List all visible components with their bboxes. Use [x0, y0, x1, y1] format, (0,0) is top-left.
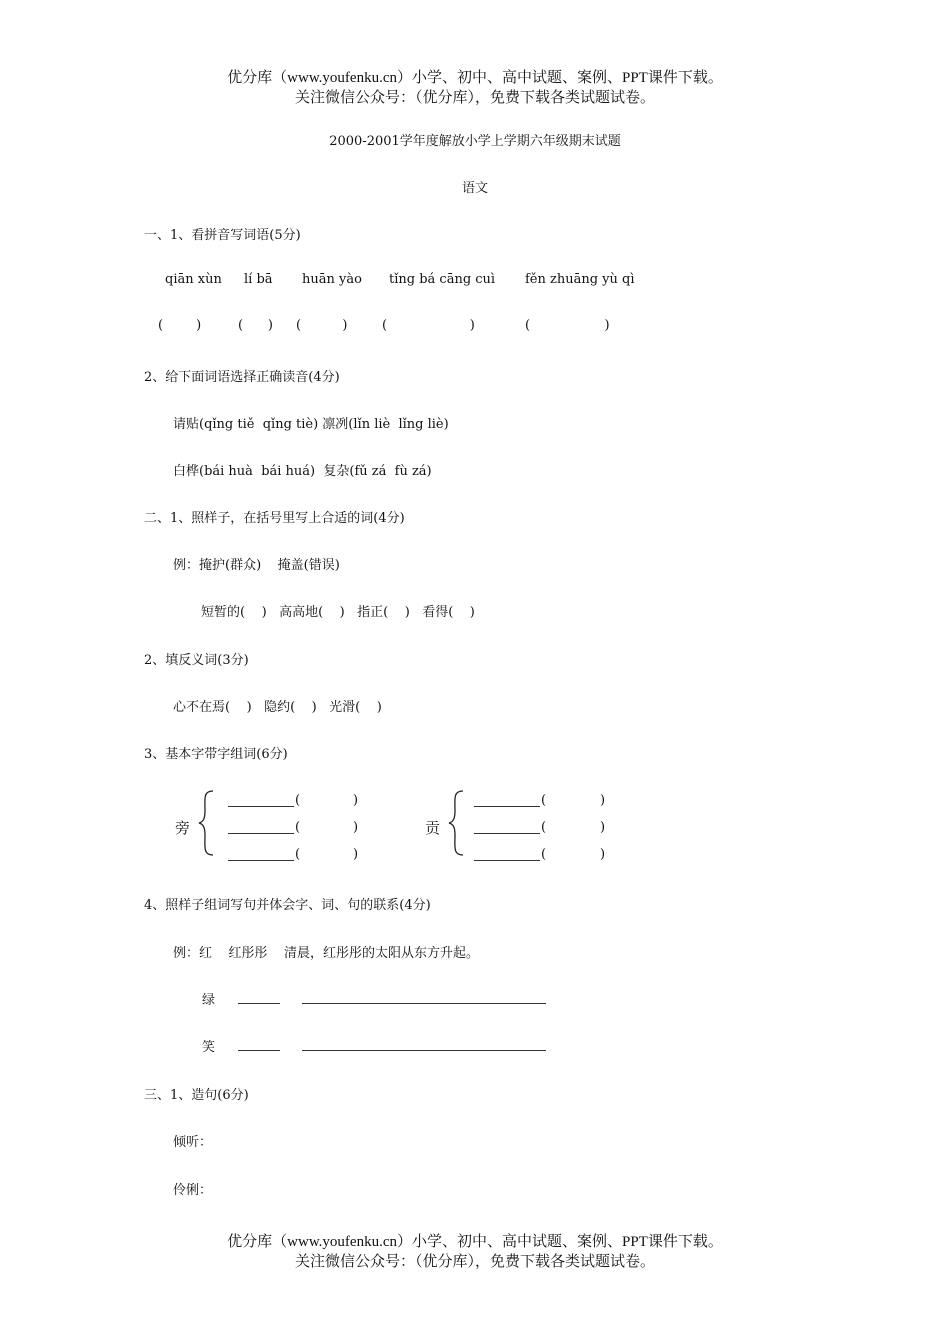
paren-close: )	[600, 793, 606, 808]
compound-blank[interactable]	[228, 806, 294, 807]
paren-open: (	[295, 847, 301, 862]
s2-1-example: 例：掩护(群众) 掩盖(错误)	[173, 558, 340, 573]
pinyin-3: huān yào	[302, 272, 362, 287]
s2-4-row-char-1: 绿	[202, 993, 216, 1008]
paren-open: (	[541, 793, 547, 808]
answer-blank-4[interactable]: ( )	[382, 318, 475, 333]
pinyin-2: lí bā	[244, 272, 273, 287]
paren-close: )	[353, 847, 359, 862]
s2-3-heading: 3、基本字带字组词(6分)	[144, 747, 288, 762]
sentence-blank[interactable]	[302, 1003, 546, 1004]
paren-open: (	[295, 793, 301, 808]
brace-icon	[447, 789, 465, 857]
subject-title: 语文	[461, 181, 488, 196]
answer-blank-1[interactable]: ( )	[158, 318, 202, 333]
s2-2-items: 心不在焉( ) 隐约( ) 光滑( )	[173, 700, 382, 715]
s2-4-row-char-2: 笑	[202, 1040, 216, 1055]
s3-1-item-1: 倾听：	[173, 1135, 213, 1150]
paren-close: )	[353, 820, 359, 835]
compound-blank[interactable]	[474, 833, 540, 834]
base-char-2: 贡	[425, 819, 441, 837]
exam-title: 2000-2001学年度解放小学上学期六年级期末试题	[329, 134, 621, 149]
pinyin-1: qiān xùn	[165, 272, 222, 287]
paren-close: )	[353, 793, 359, 808]
word-blank[interactable]	[238, 1003, 280, 1004]
compound-blank[interactable]	[228, 860, 294, 861]
pinyin-5: fěn zhuāng yù qì	[525, 272, 635, 287]
s3-1-item-2: 伶俐：	[173, 1183, 213, 1198]
s1-1-heading: 一、1、看拼音写词语(5分)	[144, 228, 301, 243]
paren-close: )	[600, 847, 606, 862]
s3-1-heading: 三、1、造句(6分)	[144, 1088, 249, 1103]
paren-open: (	[541, 847, 547, 862]
compound-blank[interactable]	[474, 806, 540, 807]
compound-blank[interactable]	[228, 833, 294, 834]
header-line-2: 关注微信公众号：（优分库），免费下载各类试题试卷。	[294, 90, 655, 106]
s2-1-items: 短暂的( ) 高高地( ) 指正( ) 看得( )	[201, 605, 475, 620]
base-char-1: 旁	[175, 819, 191, 837]
s2-4-example: 例：红 红彤彤 清晨，红彤彤的太阳从东方升起。	[173, 946, 480, 961]
word-blank[interactable]	[238, 1050, 280, 1051]
s1-2-line-1: 请贴(qǐng tiě qǐng tiè) 凛冽(lǐn liè lǐng liè)	[173, 417, 449, 432]
s2-1-heading: 二、1、照样子，在括号里写上合适的词(4分)	[144, 511, 405, 526]
pinyin-4: tǐng bá cāng cuì	[389, 272, 496, 287]
s2-2-heading: 2、填反义词(3分)	[144, 653, 249, 668]
answer-blank-5[interactable]: ( )	[525, 318, 610, 333]
paren-close: )	[600, 820, 606, 835]
compound-blank[interactable]	[474, 860, 540, 861]
paren-open: (	[295, 820, 301, 835]
answer-blank-3[interactable]: ( )	[296, 318, 348, 333]
brace-icon	[197, 789, 215, 857]
answer-blank-2[interactable]: ( )	[238, 318, 273, 333]
s1-2-heading: 2、给下面词语选择正确读音(4分)	[144, 370, 340, 385]
footer-line-2: 关注微信公众号：（优分库），免费下载各类试题试卷。	[294, 1254, 655, 1270]
header-line-1: 优分库（www.youfenku.cn）小学、初中、高中试题、案例、PPT课件下载。	[227, 70, 723, 86]
sentence-blank[interactable]	[302, 1050, 546, 1051]
footer-line-1: 优分库（www.youfenku.cn）小学、初中、高中试题、案例、PPT课件下载。	[227, 1234, 723, 1250]
paren-open: (	[541, 820, 547, 835]
s2-4-heading: 4、照样子组词写句并体会字、词、句的联系(4分)	[144, 898, 431, 913]
s1-2-line-2: 白桦(bái huà bái huá) 复杂(fǔ zá fù zá)	[173, 464, 432, 479]
